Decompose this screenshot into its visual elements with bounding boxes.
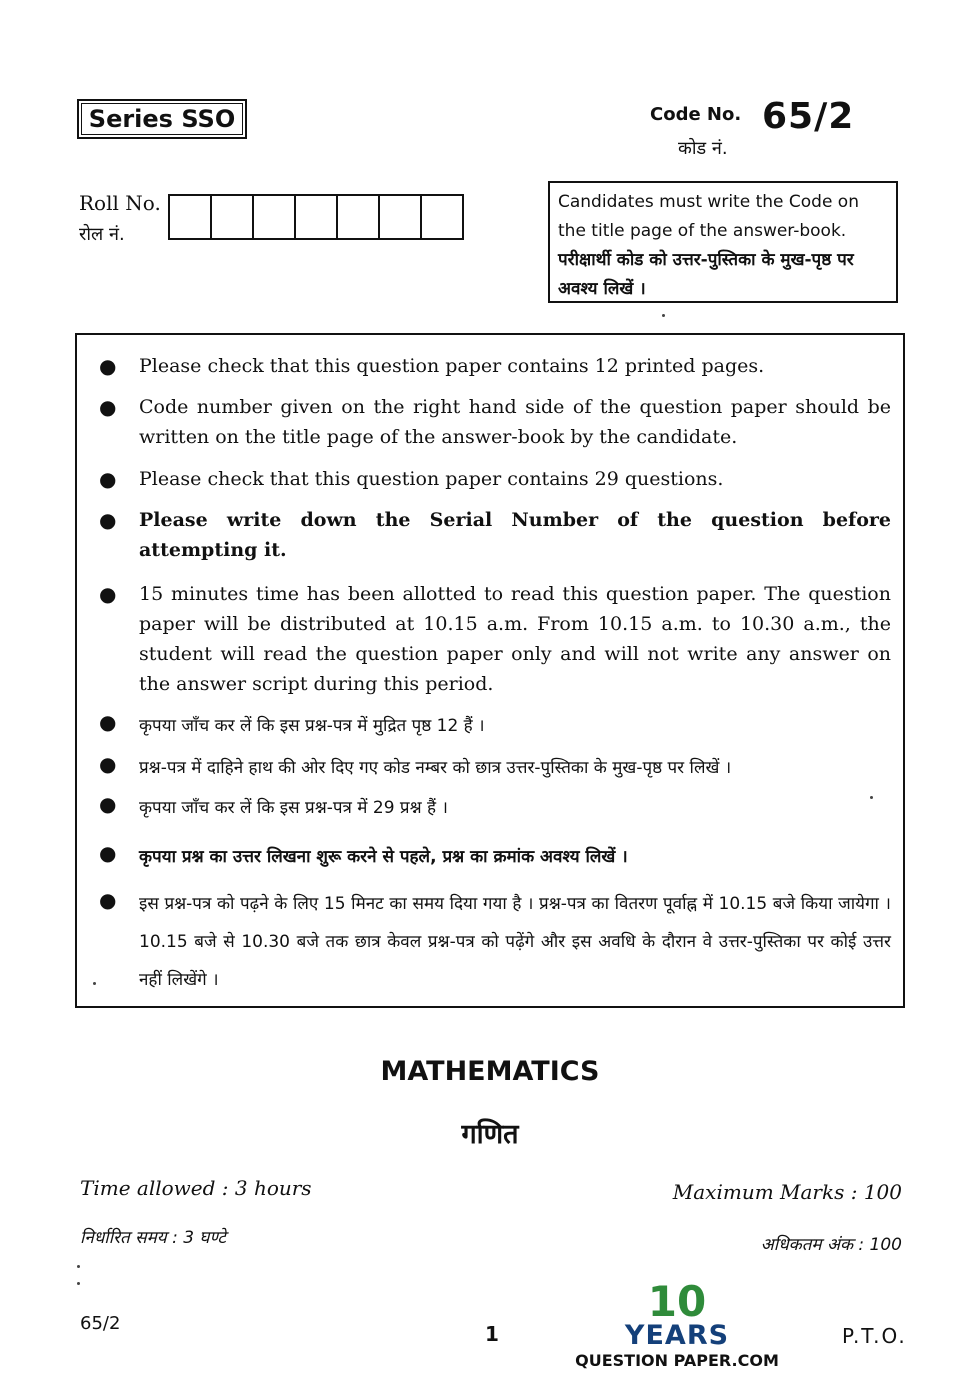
candidate-note-box	[548, 181, 898, 303]
instruction-text: Please check that this question paper contains 29 questions.	[139, 468, 724, 490]
scan-speck	[93, 982, 96, 985]
roll-number-cell	[212, 196, 254, 238]
candidate-note-english: Candidates must write the Code on the title page of the answer-book.	[558, 192, 859, 241]
bullet-icon: ●	[99, 467, 117, 491]
scan-speck	[870, 796, 873, 799]
time-allowed-hindi: निर्धारित समय : 3 घण्टे	[80, 1228, 226, 1248]
roll-number-cell	[170, 196, 212, 238]
bullet-icon: ●	[99, 395, 117, 419]
instruction-text: प्रश्न-पत्र में दाहिने हाथ की ओर दिए गए कोड नम्बर को छात्र उत्तर-पुस्तिका के मुख-पृष्ठ पर लिखें ।	[139, 758, 732, 778]
logo-site: QUESTION PAPER.COM	[575, 1351, 779, 1370]
roll-number-cell	[296, 196, 338, 238]
watermark-logo	[572, 1277, 782, 1372]
bullet-icon: ●	[99, 888, 117, 912]
logo-number: 10	[647, 1277, 707, 1326]
bullet-icon: ●	[99, 354, 117, 378]
maximum-marks: Maximum Marks : 100	[672, 1180, 902, 1204]
roll-number-cell	[338, 196, 380, 238]
instruction-text: कृपया जाँच कर लें कि इस प्रश्न-पत्र में मुद्रित पृष्ठ 12 हैं ।	[139, 716, 485, 736]
instruction-text: Please check that this question paper contains 12 printed pages.	[139, 355, 765, 377]
instruction-text: 15 minutes time has been allotted to read this question paper. The question paper will be distributed at 10.15 a.m. From 10.15 a.m. to 10.30 a.m., the student will read the question paper only and will not write any answer on the answer script during this period.	[139, 583, 891, 695]
time-allowed: Time allowed : 3 hours	[80, 1176, 312, 1200]
bullet-icon: ●	[99, 792, 117, 816]
code-label: Code No.	[650, 104, 742, 125]
bullet-icon: ●	[99, 582, 117, 606]
roll-number-label-hindi: रोल नं.	[79, 224, 125, 245]
page-number: 1	[485, 1322, 499, 1346]
scan-speck	[77, 1265, 80, 1268]
logo-years: YEARS	[624, 1320, 730, 1351]
scan-speck	[77, 1282, 80, 1285]
instruction-text: Please write down the Serial Number of the question before attempting it.	[139, 509, 891, 561]
instruction-text: इस प्रश्न-पत्र को पढ़ने के लिए 15 मिनट का समय दिया गया है । प्रश्न-पत्र का वितरण पूर्वाह्न में 10.15 बजे किया जायेगा । 10.15 बजे से 10.30 बजे तक छात्र केवल प्रश्न-पत्र को पढ़ेंगे और इस अवधि के दौरान वे उत्तर-पुस्तिका पर कोई उत्तर नहीं लिखेंगे ।	[139, 894, 891, 990]
bullet-icon: ●	[99, 841, 117, 865]
footer-code: 65/2	[80, 1313, 121, 1334]
instructions-box	[75, 333, 905, 1008]
maximum-marks-hindi: अधिकतम अंक : 100	[760, 1235, 902, 1255]
roll-number-label: Roll No.	[79, 191, 161, 215]
bullet-icon: ●	[99, 752, 117, 776]
bullet-icon: ●	[99, 710, 117, 734]
code-value: 65/2	[762, 96, 855, 137]
roll-number-cell	[422, 196, 462, 238]
roll-number-cell	[380, 196, 422, 238]
code-label-hindi: कोड नं.	[678, 138, 728, 159]
instruction-text: कृपया जाँच कर लें कि इस प्रश्न-पत्र में 29 प्रश्न हैं ।	[139, 798, 448, 818]
pto-label: P.T.O.	[842, 1324, 907, 1348]
candidate-note-hindi: परीक्षार्थी कोड को उत्तर-पुस्तिका के मुख-पृष्ठ पर अवश्य लिखें ।	[558, 250, 854, 299]
roll-number-boxes	[168, 194, 464, 240]
subject-title: MATHEMATICS	[380, 1056, 600, 1087]
instruction-text: Code number given on the right hand side of the question paper should be written on the title page of the answer-book by the candidate.	[139, 396, 891, 448]
series-label: Series SSO	[77, 99, 247, 139]
roll-number-cell	[254, 196, 296, 238]
bullet-icon: ●	[99, 508, 117, 532]
scan-speck	[662, 314, 665, 317]
instruction-text: कृपया प्रश्न का उत्तर लिखना शुरू करने से पहले, प्रश्न का क्रमांक अवश्य लिखें ।	[139, 847, 628, 867]
subject-title-hindi: गणित	[461, 1119, 519, 1150]
